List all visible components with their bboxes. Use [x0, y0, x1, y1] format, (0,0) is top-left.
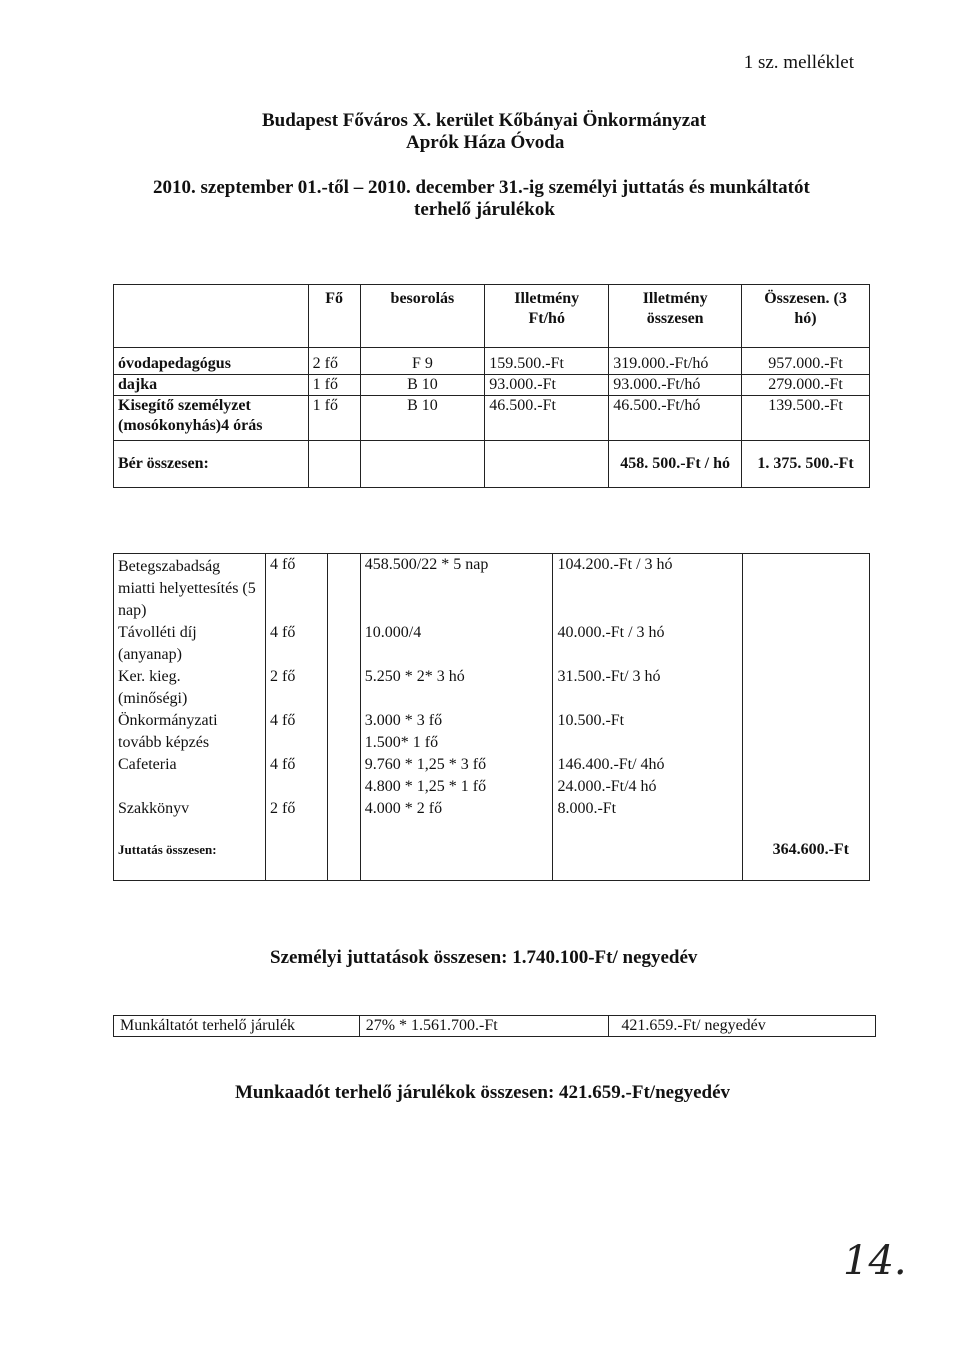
employer-label: Munkáltatót terhelő járulék — [114, 1016, 360, 1037]
row-besorolas: F 9 — [360, 348, 485, 375]
table-row — [114, 348, 870, 375]
benefit-fo: 4 fő — [265, 754, 327, 798]
table-row — [114, 396, 870, 441]
row-illetmeny-osszesen: 93.000.-Ft/hó — [609, 375, 742, 396]
benefit-amount: 8.000.-Ft — [553, 798, 743, 820]
table-row — [114, 710, 870, 754]
col-header-fo: Fő — [308, 285, 360, 348]
benefit-fo: 2 fő — [265, 666, 327, 710]
salary-total-label: Bér összesen: — [114, 441, 309, 488]
benefits-total-label: Juttatás összesen: — [118, 842, 217, 857]
benefit-calc: 5.250 * 2* 3 hó — [360, 666, 553, 710]
benefit-name: Ker. kieg. (minőségi) — [118, 668, 188, 707]
table-row — [114, 1016, 876, 1037]
benefits-total-row — [114, 820, 870, 881]
benefit-amount: 10.500.-Ft — [553, 710, 743, 754]
benefit-calc: 3.000 * 3 fő 1.500* 1 fő — [360, 710, 553, 754]
table-row — [114, 798, 870, 820]
benefit-calc: 9.760 * 1,25 * 3 fő 4.800 * 1,25 * 1 fő — [360, 754, 553, 798]
header-line-4: terhelő járulékok — [414, 199, 555, 220]
handwritten-note: 14. — [843, 1238, 907, 1284]
benefits-table — [113, 553, 870, 881]
benefit-fo: 4 fő — [265, 554, 327, 623]
header-line-1: Budapest Főváros X. kerület Kőbányai Önkormányzat — [262, 110, 707, 131]
employer-total: Munkaadót terhelő járulékok összesen: 421.659.-Ft/negyedév — [235, 1082, 731, 1103]
employer-calc: 27% * 1.561.700.-Ft — [359, 1016, 609, 1037]
salary-total-3ho: 1. 375. 500.-Ft — [742, 441, 870, 488]
header-line-3: 2010. szeptember 01.-től – 2010. december 31.-ig személyi juttatás és munkáltatót — [153, 177, 810, 198]
row-illetmeny-osszesen: 319.000.-Ft/hó — [609, 348, 742, 375]
col-header-illetmeny-osszesen: Illetmény összesen — [609, 285, 742, 348]
employer-value: 421.659.-Ft/ negyedév — [609, 1016, 876, 1037]
benefit-calc: 4.000 * 2 fő — [360, 798, 553, 820]
table-row — [114, 622, 870, 666]
benefit-amount: 31.500.-Ft/ 3 hó — [553, 666, 743, 710]
table-row — [114, 375, 870, 396]
row-illetmeny-fth: 159.500.-Ft — [485, 348, 609, 375]
benefit-name: Betegszabadság miatti helyettesítés (5 nap) — [118, 558, 256, 619]
benefit-amount: 104.200.-Ft / 3 hó — [553, 554, 743, 623]
header-line-2: Aprók Háza Óvoda — [406, 132, 565, 153]
row-name: óvodapedagógus — [114, 348, 309, 375]
salary-total-row — [114, 441, 870, 488]
benefit-amount: 40.000.-Ft / 3 hó — [553, 622, 743, 666]
table-row — [114, 554, 870, 623]
benefit-name: Szakkönyv — [118, 800, 190, 817]
row-illetmeny-fth: 93.000.-Ft — [485, 375, 609, 396]
row-illetmeny-osszesen: 46.500.-Ft/hó — [609, 396, 742, 441]
row-name: dajka — [114, 375, 309, 396]
row-osszesen-3ho: 957.000.-Ft — [742, 348, 870, 375]
col-header-name — [114, 285, 309, 348]
benefits-total-value: 364.600.-Ft — [743, 820, 870, 881]
benefit-name: Önkormányzati tovább képzés — [118, 712, 218, 751]
benefit-name: Távolléti díj (anyanap) — [118, 624, 197, 663]
benefit-calc: 10.000/4 — [360, 622, 553, 666]
employer-table — [113, 1015, 876, 1037]
row-besorolas: B 10 — [360, 396, 485, 441]
benefit-fo: 2 fő — [265, 798, 327, 820]
row-osszesen-3ho: 139.500.-Ft — [742, 396, 870, 441]
table-row — [114, 754, 870, 798]
benefit-amount: 146.400.-Ft/ 4hó 24.000.-Ft/4 hó — [553, 754, 743, 798]
benefit-fo: 4 fő — [265, 710, 327, 754]
row-fo: 1 fő — [308, 396, 360, 441]
col-header-illetmeny-fth: Illetmény Ft/hó — [485, 285, 609, 348]
benefit-fo: 4 fő — [265, 622, 327, 666]
salary-table — [113, 284, 870, 488]
row-besorolas: B 10 — [360, 375, 485, 396]
personal-total: Személyi juttatások összesen: 1.740.100-Ft/ negyedév — [270, 947, 698, 968]
row-fo: 2 fő — [308, 348, 360, 375]
attachment-label: 1 sz. melléklet — [743, 52, 854, 73]
col-header-osszesen-3ho: Összesen. (3 hó) — [742, 285, 870, 348]
row-name: Kisegítő személyzet (mosókonyhás)4 órás — [114, 396, 309, 441]
salary-total-monthly: 458. 500.-Ft / hó — [609, 441, 742, 488]
col-header-besorolas: besorolás — [360, 285, 485, 348]
row-illetmeny-fth: 46.500.-Ft — [485, 396, 609, 441]
row-osszesen-3ho: 279.000.-Ft — [742, 375, 870, 396]
row-fo: 1 fő — [308, 375, 360, 396]
benefit-name: Cafeteria — [118, 756, 177, 773]
benefit-calc: 458.500/22 * 5 nap — [360, 554, 553, 623]
table-row — [114, 666, 870, 710]
